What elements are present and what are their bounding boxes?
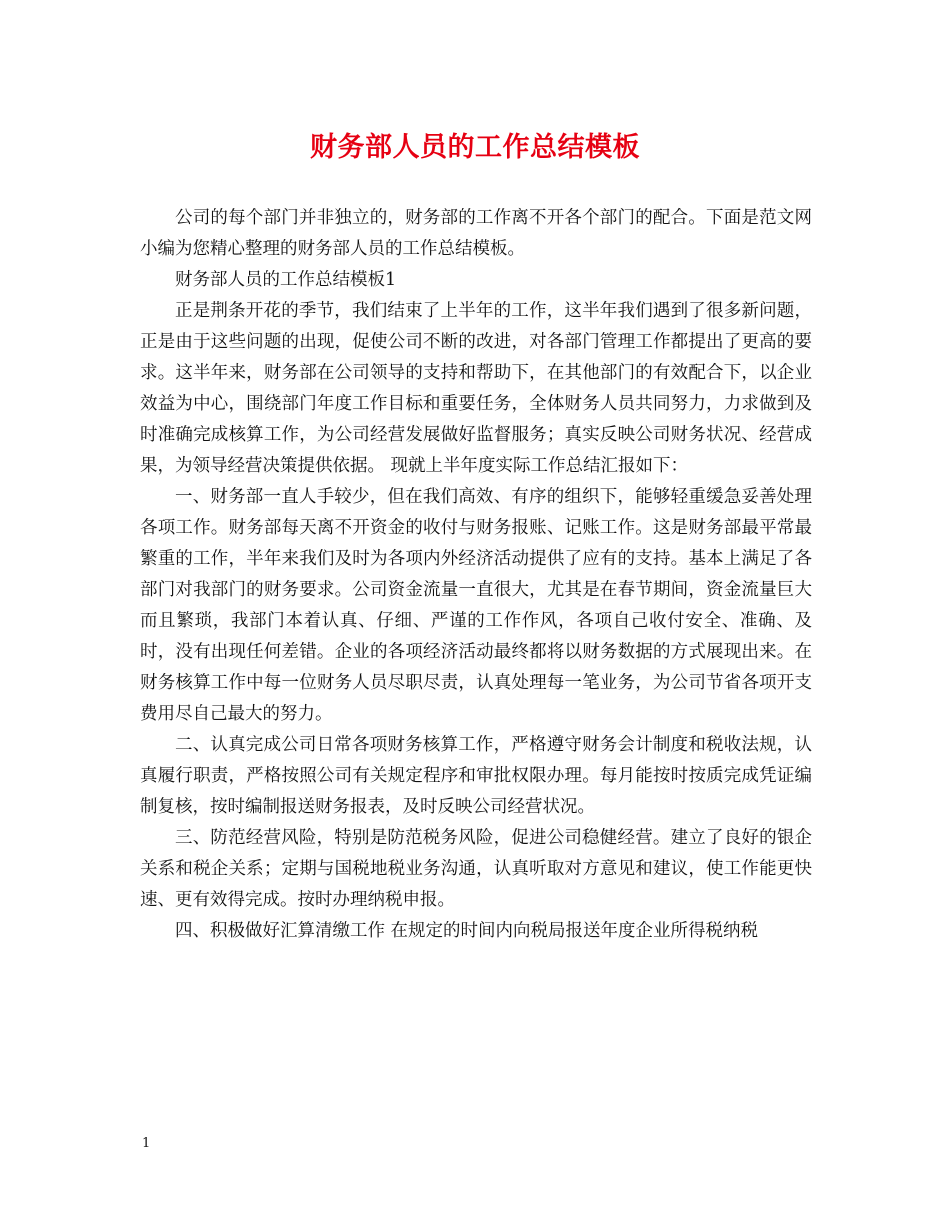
paragraph-intro: 公司的每个部门并非独立的，财务部的工作离不开各个部门的配合。下面是范文网小编为您精心整理的财务部人员的工作总结模板。	[140, 208, 812, 259]
document-title: 财务部人员的工作总结模板	[310, 132, 640, 163]
document-body	[140, 203, 812, 947]
paragraph-subtitle: 财务部人员的工作总结模板1	[175, 270, 397, 290]
paragraph-opening: 正是荆条开花的季节，我们结束了上半年的工作，这半年我们遇到了很多新问题，正是由于这些问题的出现，促使公司不断的改进，对各部门管理工作都提出了更高的要求。这半年来，财务部在公司领导的支持和帮助下，在其他部门的有效配合下，以企业效益为中心，围绕部门年度工作目标和重要任务，全体财务人员共同努力，力求做到及时准确完成核算工作，为公司经营发展做好监督服务；真实反映公司财务状况、经营成果，为领导经营决策提供依据。 现就上半年度实际工作总结汇报如下：	[140, 301, 812, 476]
paragraph-item-4: 四、积极做好汇算清缴工作 在规定的时间内向税局报送年度企业所得税纳税	[175, 921, 759, 941]
paragraph-item-3: 三、防范经营风险，特别是防范税务风险，促进公司稳健经营。建立了良好的银企关系和税企关系；定期与国税地税业务沟通，认真听取对方意见和建议，使工作能更快速、更有效得完成。按时办理纳税申报。	[140, 828, 812, 910]
paragraph-item-2: 二、认真完成公司日常各项财务核算工作，严格遵守财务会计制度和税收法规，认真履行职责，严格按照公司有关规定程序和审批权限办理。每月能按时按质完成凭证编制复核，按时编制报送财务报表，及时反映公司经营状况。	[140, 735, 812, 817]
paragraph-item-1: 一、财务部一直人手较少，但在我们高效、有序的组织下，能够轻重缓急妥善处理各项工作。财务部每天离不开资金的收付与财务报账、记账工作。这是财务部最平常最繁重的工作，半年来我们及时为各项内外经济活动提供了应有的支持。基本上满足了各部门对我部门的财务要求。公司资金流量一直很大，尤其是在春节期间，资金流量巨大而且繁琐，我部门本着认真、仔细、严谨的工作作风，各项自己收付安全、准确、及时，没有出现任何差错。企业的各项经济活动最终都将以财务数据的方式展现出来。在财务核算工作中每一位财务人员尽职尽责，认真处理每一笔业务，为公司节省各项开支费用尽自己最大的努力。	[140, 487, 812, 724]
page-number: 1	[142, 1136, 151, 1151]
